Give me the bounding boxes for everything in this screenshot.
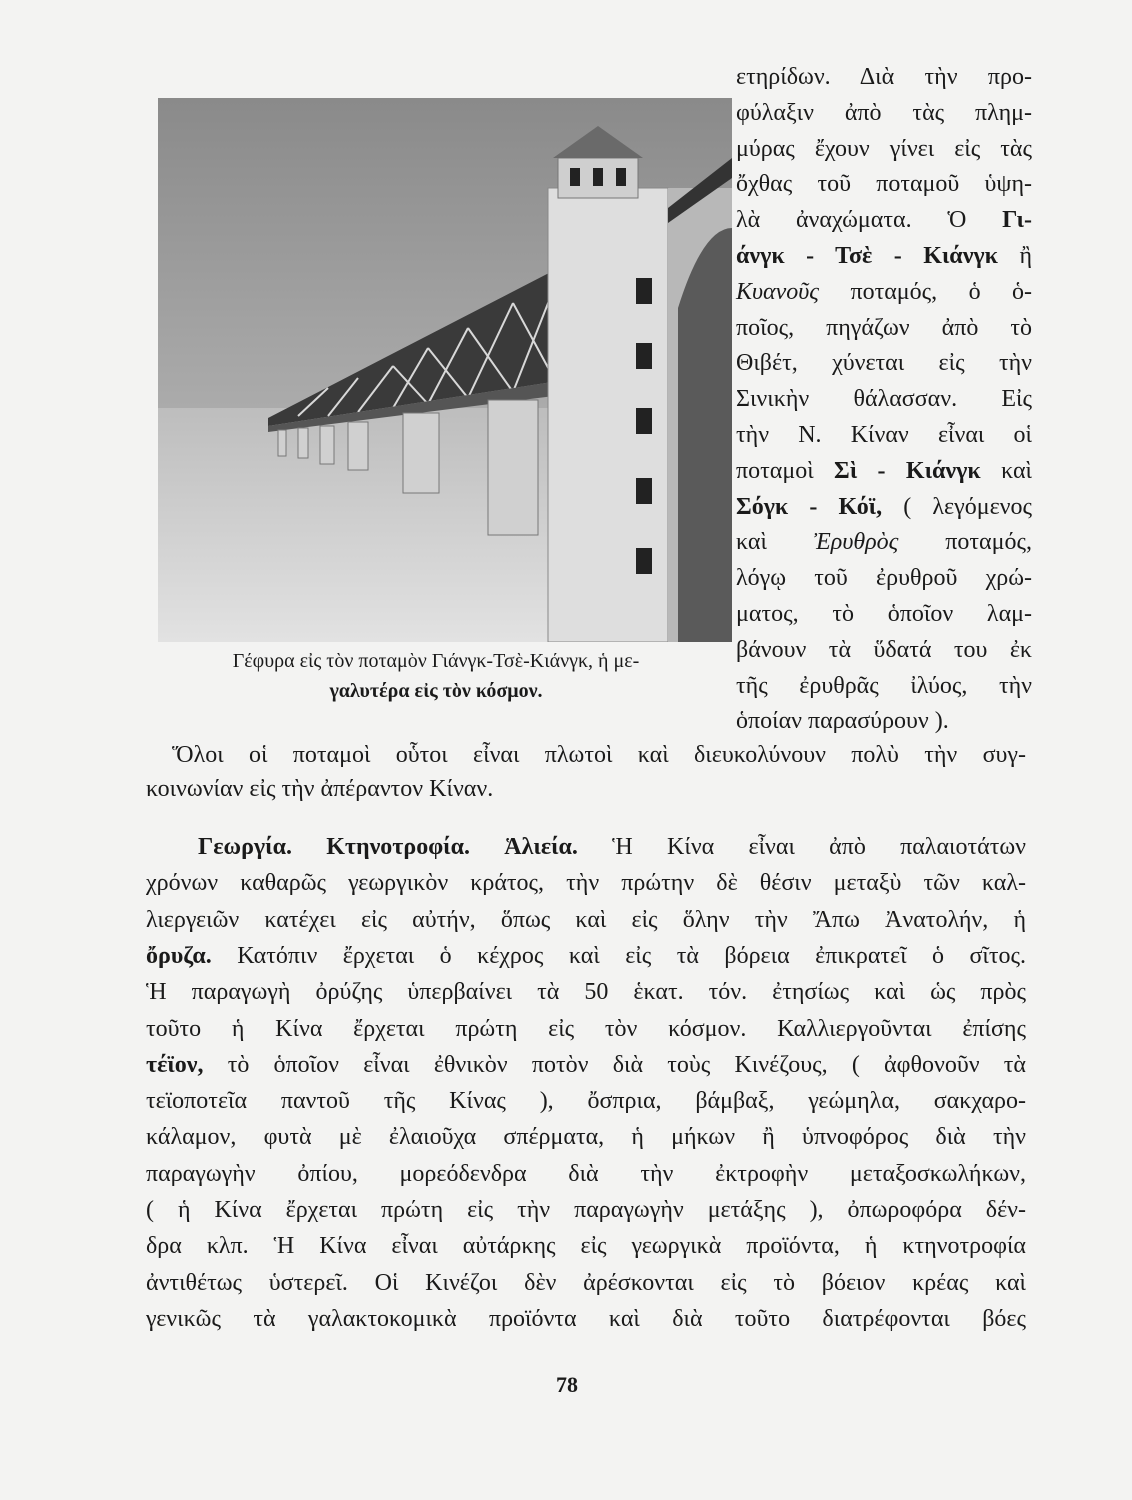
- text-segment: βάνουν τὰ ὕδατά του ἐκ: [736, 636, 1032, 663]
- text-segment: τὸ ὁποῖον εἶναι ἐθνικὸν ποτὸν διὰ τοὺς Κινέζους, ( ἀφθονοῦν τὰ: [203, 1051, 1026, 1078]
- text-segment: λὰ ἀναχώματα. Ὁ: [736, 207, 1003, 234]
- text-line: [146, 1231, 1026, 1261]
- text-segment: τῆς ἐρυθρᾶς ἰλύος, τὴν: [736, 672, 1032, 699]
- text-line: [736, 62, 1032, 92]
- text-segment: ἀντιθέτως ὑστερεῖ. Οἱ Κινέζοι δὲν ἀρέσκονται εἰς τὸ βόειον κρέας καὶ: [146, 1269, 1026, 1296]
- text-line: [146, 905, 1026, 935]
- text-line: [146, 774, 1026, 804]
- text-line: [146, 1159, 1026, 1189]
- text-segment: ὁποίαν παρασύρουν ).: [736, 708, 949, 735]
- text-segment: χρόνων καθαρῶς γεωργικὸν κράτος, τὴν πρώτην δὲ θέσιν μεταξὺ τῶν καλ-: [146, 870, 1026, 897]
- text-segment: καὶ: [736, 529, 814, 556]
- text-segment: δρα κλπ. Ἡ Κίνα εἶναι αὐτάρκης εἰς γεωργικὰ προϊόντα, ἡ κτηνοτροφία: [146, 1233, 1026, 1260]
- text-segment: φύλαξιν ἀπὸ τὰς πλημ-: [736, 99, 1032, 126]
- text-line: [736, 384, 1032, 414]
- text-line: [736, 671, 1032, 701]
- text-segment: λόγῳ τοῦ ἐρυθροῦ χρώ-: [736, 565, 1032, 592]
- page-number: 78: [556, 1372, 578, 1397]
- bold-text: ὄρυζα.: [146, 942, 212, 969]
- text-segment: λιεργειῶν κατέχει εἰς αὐτήν, ὅπως καὶ εἰς ὅλην τὴν Ἄπω Ἀνατολήν, ἡ: [146, 906, 1026, 933]
- text-line: [146, 868, 1026, 898]
- text-segment: ποῖος, πηγάζων ἀπὸ τὸ: [736, 314, 1032, 341]
- bridge-photo: [158, 98, 732, 642]
- text-segment: κάλαμον, φυτὰ μὲ ἐλαιοῦχα σπέρματα, ἡ μήκων ἢ ὑπνοφόρος διὰ τὴν: [146, 1124, 1026, 1151]
- text-line: [146, 941, 1026, 971]
- italic-text: Κυανοῦς: [736, 278, 820, 305]
- text-segment: ετηρίδων. Διὰ τὴν προ-: [736, 64, 1032, 90]
- text-line: [172, 740, 1026, 770]
- text-segment: τοῦτο ἡ Κίνα ἔρχεται πρώτη εἰς τὸν κόσμον. Καλλιεργοῦνται ἐπίσης: [146, 1015, 1026, 1042]
- text-segment: καὶ: [980, 457, 1032, 484]
- bold-text: Σὶ - Κιάνγκ: [834, 457, 981, 484]
- text-segment: τεϊοποτεῖα παντοῦ τῆς Κίνας ), ὄσπρια, βάμβαξ, γεώμηλα, σακχαρο-: [146, 1088, 1026, 1115]
- text-line: [736, 563, 1032, 593]
- photo-caption-line-2: γαλυτέρα εἰς τὸν κόσμον.: [329, 680, 543, 702]
- photo-caption-line-1: Γέφυρα εἰς τὸν ποταμὸν Γιάνγκ-Τσὲ-Κιάνγκ, ἡ με-: [232, 650, 640, 672]
- bold-text: Γι-: [1002, 207, 1032, 234]
- text-line: [736, 456, 1032, 486]
- text-line: [736, 635, 1032, 665]
- text-line: [736, 527, 1032, 557]
- text-line: [146, 1014, 1026, 1044]
- text-line: [736, 98, 1032, 128]
- text-line: [146, 1268, 1026, 1298]
- bold-text: άνγκ - Τσὲ - Κιάνγκ: [736, 243, 998, 269]
- text-segment: Ἡ Κίνα εἶναι ἀπὸ παλαιοτάτων: [577, 834, 1026, 860]
- text-segment: ( ἡ Κίνα ἔρχεται πρώτη εἰς τὴν παραγωγὴν μετάξης ), ὀπωροφόρα δέν-: [146, 1197, 1026, 1223]
- text-segment: γενικῶς τὰ γαλακτοκομικὰ προϊόντα καὶ διὰ τοῦτο διατρέφονται βόες: [146, 1305, 1026, 1332]
- text-line: [146, 1195, 1026, 1225]
- text-line: [736, 241, 1032, 271]
- text-line: [736, 492, 1032, 522]
- text-line: [736, 205, 1032, 235]
- text-line: [736, 706, 1032, 736]
- text-line: [736, 420, 1032, 450]
- text-segment: μύρας ἔχουν γίνει εἰς τὰς: [736, 135, 1032, 162]
- text-line: [146, 1122, 1026, 1152]
- text-segment: Σινικὴν θάλασσαν. Εἰς: [736, 386, 1032, 413]
- text-segment: ( λεγόμενος: [882, 493, 1032, 520]
- text-segment: Κατόπιν ἔρχεται ὁ κέχρος καὶ εἰς τὰ βόρεια ἐπικρατεῖ ὁ σῖτος.: [211, 942, 1026, 969]
- text-line: [146, 1086, 1026, 1116]
- text-segment: ὄχθας τοῦ ποταμοῦ ὑψη-: [736, 171, 1032, 198]
- text-line: [736, 169, 1032, 199]
- text-line: [736, 277, 1032, 307]
- text-line: [736, 599, 1032, 629]
- text-segment: ματος, τὸ ὁποῖον λαμ-: [736, 601, 1032, 627]
- italic-text: Ἐρυθρὸς: [813, 529, 899, 556]
- text-segment: παραγωγὴν ὀπίου, μορεόδενδρα διὰ τὴν ἐκτροφὴν μεταξοσκωλήκων,: [146, 1160, 1026, 1187]
- bold-text: τέϊον,: [146, 1051, 204, 1078]
- text-line: [146, 977, 1026, 1007]
- bold-text: Γεωργία. Κτηνοτροφία. Ἁλιεία.: [198, 834, 578, 860]
- text-line: [736, 134, 1032, 164]
- text-segment: ἢ: [997, 243, 1032, 269]
- text-line: [736, 348, 1032, 378]
- text-segment: Ἡ παραγωγὴ ὀρύζης ὑπερβαίνει τὰ 50 ἑκατ. τόν. ἐτησίως καὶ ὡς πρὸς: [146, 979, 1026, 1006]
- text-segment: κοινωνίαν εἰς τὴν ἀπέραντον Κίναν.: [146, 776, 494, 802]
- text-segment: ποταμός,: [898, 529, 1032, 556]
- text-line: [198, 832, 1026, 862]
- text-segment: τὴν Ν. Κίναν εἶναι οἱ: [736, 422, 1032, 448]
- text-segment: ποταμός, ὁ ὁ-: [819, 278, 1032, 305]
- text-segment: ποταμοὶ: [736, 457, 835, 484]
- bold-text: Σόγκ - Κόϊ,: [736, 493, 883, 520]
- text-line: [736, 313, 1032, 343]
- text-line: [146, 1050, 1026, 1080]
- text-segment: Θιβέτ, χύνεται εἰς τὴν: [736, 350, 1032, 377]
- text-segment: Ὅλοι οἱ ποταμοὶ οὗτοι εἶναι πλωτοὶ καὶ διευκολύνουν πολὺ τὴν συγ-: [172, 742, 1026, 768]
- text-line: [146, 1304, 1026, 1334]
